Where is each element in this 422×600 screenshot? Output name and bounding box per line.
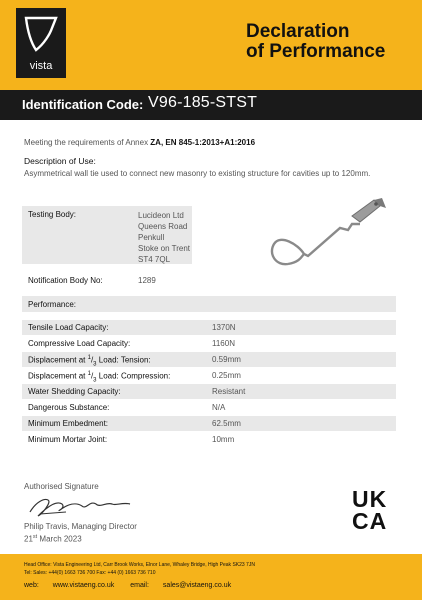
notification-body-number: 1289 <box>138 276 156 285</box>
address-line: Lucideon Ltd <box>138 211 184 220</box>
requirements-prefix: Meeting the requirements of Annex <box>24 138 151 147</box>
address-line: Penkull <box>138 233 165 242</box>
standard-requirements <box>24 138 255 147</box>
performance-label: Dangerous Substance: <box>28 403 110 412</box>
performance-row <box>22 320 396 335</box>
logo-mark-icon <box>22 14 60 54</box>
performance-value: 62.5mm <box>212 419 241 428</box>
signature-date: 21st March 2023 <box>24 534 82 544</box>
description-heading: Description of Use: <box>24 156 96 166</box>
wall-tie-image <box>248 196 388 276</box>
email-link[interactable]: sales@vistaeng.co.uk <box>162 582 232 589</box>
performance-heading: Performance: <box>28 300 77 309</box>
email-label: email: <box>130 582 149 589</box>
title-line-1: Declaration <box>246 21 350 42</box>
footer-banner <box>0 554 422 600</box>
notification-body-label: Notification Body No: <box>28 276 103 285</box>
performance-row <box>22 336 396 351</box>
vista-logo <box>16 8 66 78</box>
performance-row <box>22 416 396 431</box>
signature-heading: Authorised Signature <box>24 482 99 491</box>
address-line: ST4 7QL <box>138 255 171 264</box>
performance-value: 0.59mm <box>212 355 241 364</box>
footer-tel: Tel: Sales: +44(0) 1663 736 700 Fax: +44 (0) 1663 736 710 <box>24 570 156 576</box>
testing-body-address <box>138 210 190 265</box>
footer-address: Head Office: Vista Engineering Ltd, Carr Brook Works, Elnor Lane, Whaley Bridge, High Peak SK23 7JN <box>24 562 255 568</box>
brand-name: vista <box>29 60 53 72</box>
performance-label: Compressive Load Capacity: <box>28 339 131 348</box>
performance-heading-bar <box>22 296 396 312</box>
website-link[interactable]: www.vistaeng.co.uk <box>52 582 115 589</box>
performance-value: 1370N <box>212 323 236 332</box>
ukca-line-2: CA <box>352 508 388 534</box>
footer-contact <box>24 582 231 589</box>
performance-value: N/A <box>212 403 226 412</box>
performance-label: Displacement at $^1/_3$ Load: Tension: <box>28 355 151 368</box>
performance-value: 1160N <box>212 339 235 348</box>
performance-value: Resistant <box>212 387 246 396</box>
identification-label: Identification Code: <box>22 97 144 112</box>
performance-row <box>22 368 396 383</box>
web-label: web: <box>24 582 39 589</box>
performance-label: Water Shedding Capacity: <box>28 387 121 396</box>
identification-code: V96-185-STST <box>148 94 258 111</box>
performance-value: 10mm <box>212 435 235 444</box>
performance-row <box>22 432 396 447</box>
testing-body-label: Testing Body: <box>28 210 77 219</box>
header-banner <box>0 0 422 90</box>
signatory-name: Philip Travis, Managing Director <box>24 522 137 531</box>
performance-label: Minimum Embedment: <box>28 419 109 428</box>
ukca-mark <box>352 488 400 536</box>
description-text: Asymmetrical wall tie used to connect new masonry to existing structure for cavities up to 120mm. <box>24 169 371 178</box>
performance-label: Minimum Mortar Joint: <box>28 435 108 444</box>
identification-bar <box>0 90 422 120</box>
performance-row <box>22 384 396 399</box>
page-title <box>246 22 416 62</box>
performance-row <box>22 352 396 367</box>
performance-value: 0.25mm <box>212 371 241 380</box>
ukca-line-1: UK <box>352 486 388 512</box>
address-line: Queens Road <box>138 222 188 231</box>
handwritten-signature <box>26 492 136 520</box>
performance-label: Displacement at $^1/_3$ Load: Compression: <box>28 371 171 384</box>
title-line-2: of Performance <box>246 41 386 62</box>
standard-code: ZA, EN 845-1:2013+A1:2016 <box>150 138 256 147</box>
performance-row <box>22 400 396 415</box>
address-line: Stoke on Trent <box>138 244 191 253</box>
performance-label: Tensile Load Capacity: <box>28 323 109 332</box>
